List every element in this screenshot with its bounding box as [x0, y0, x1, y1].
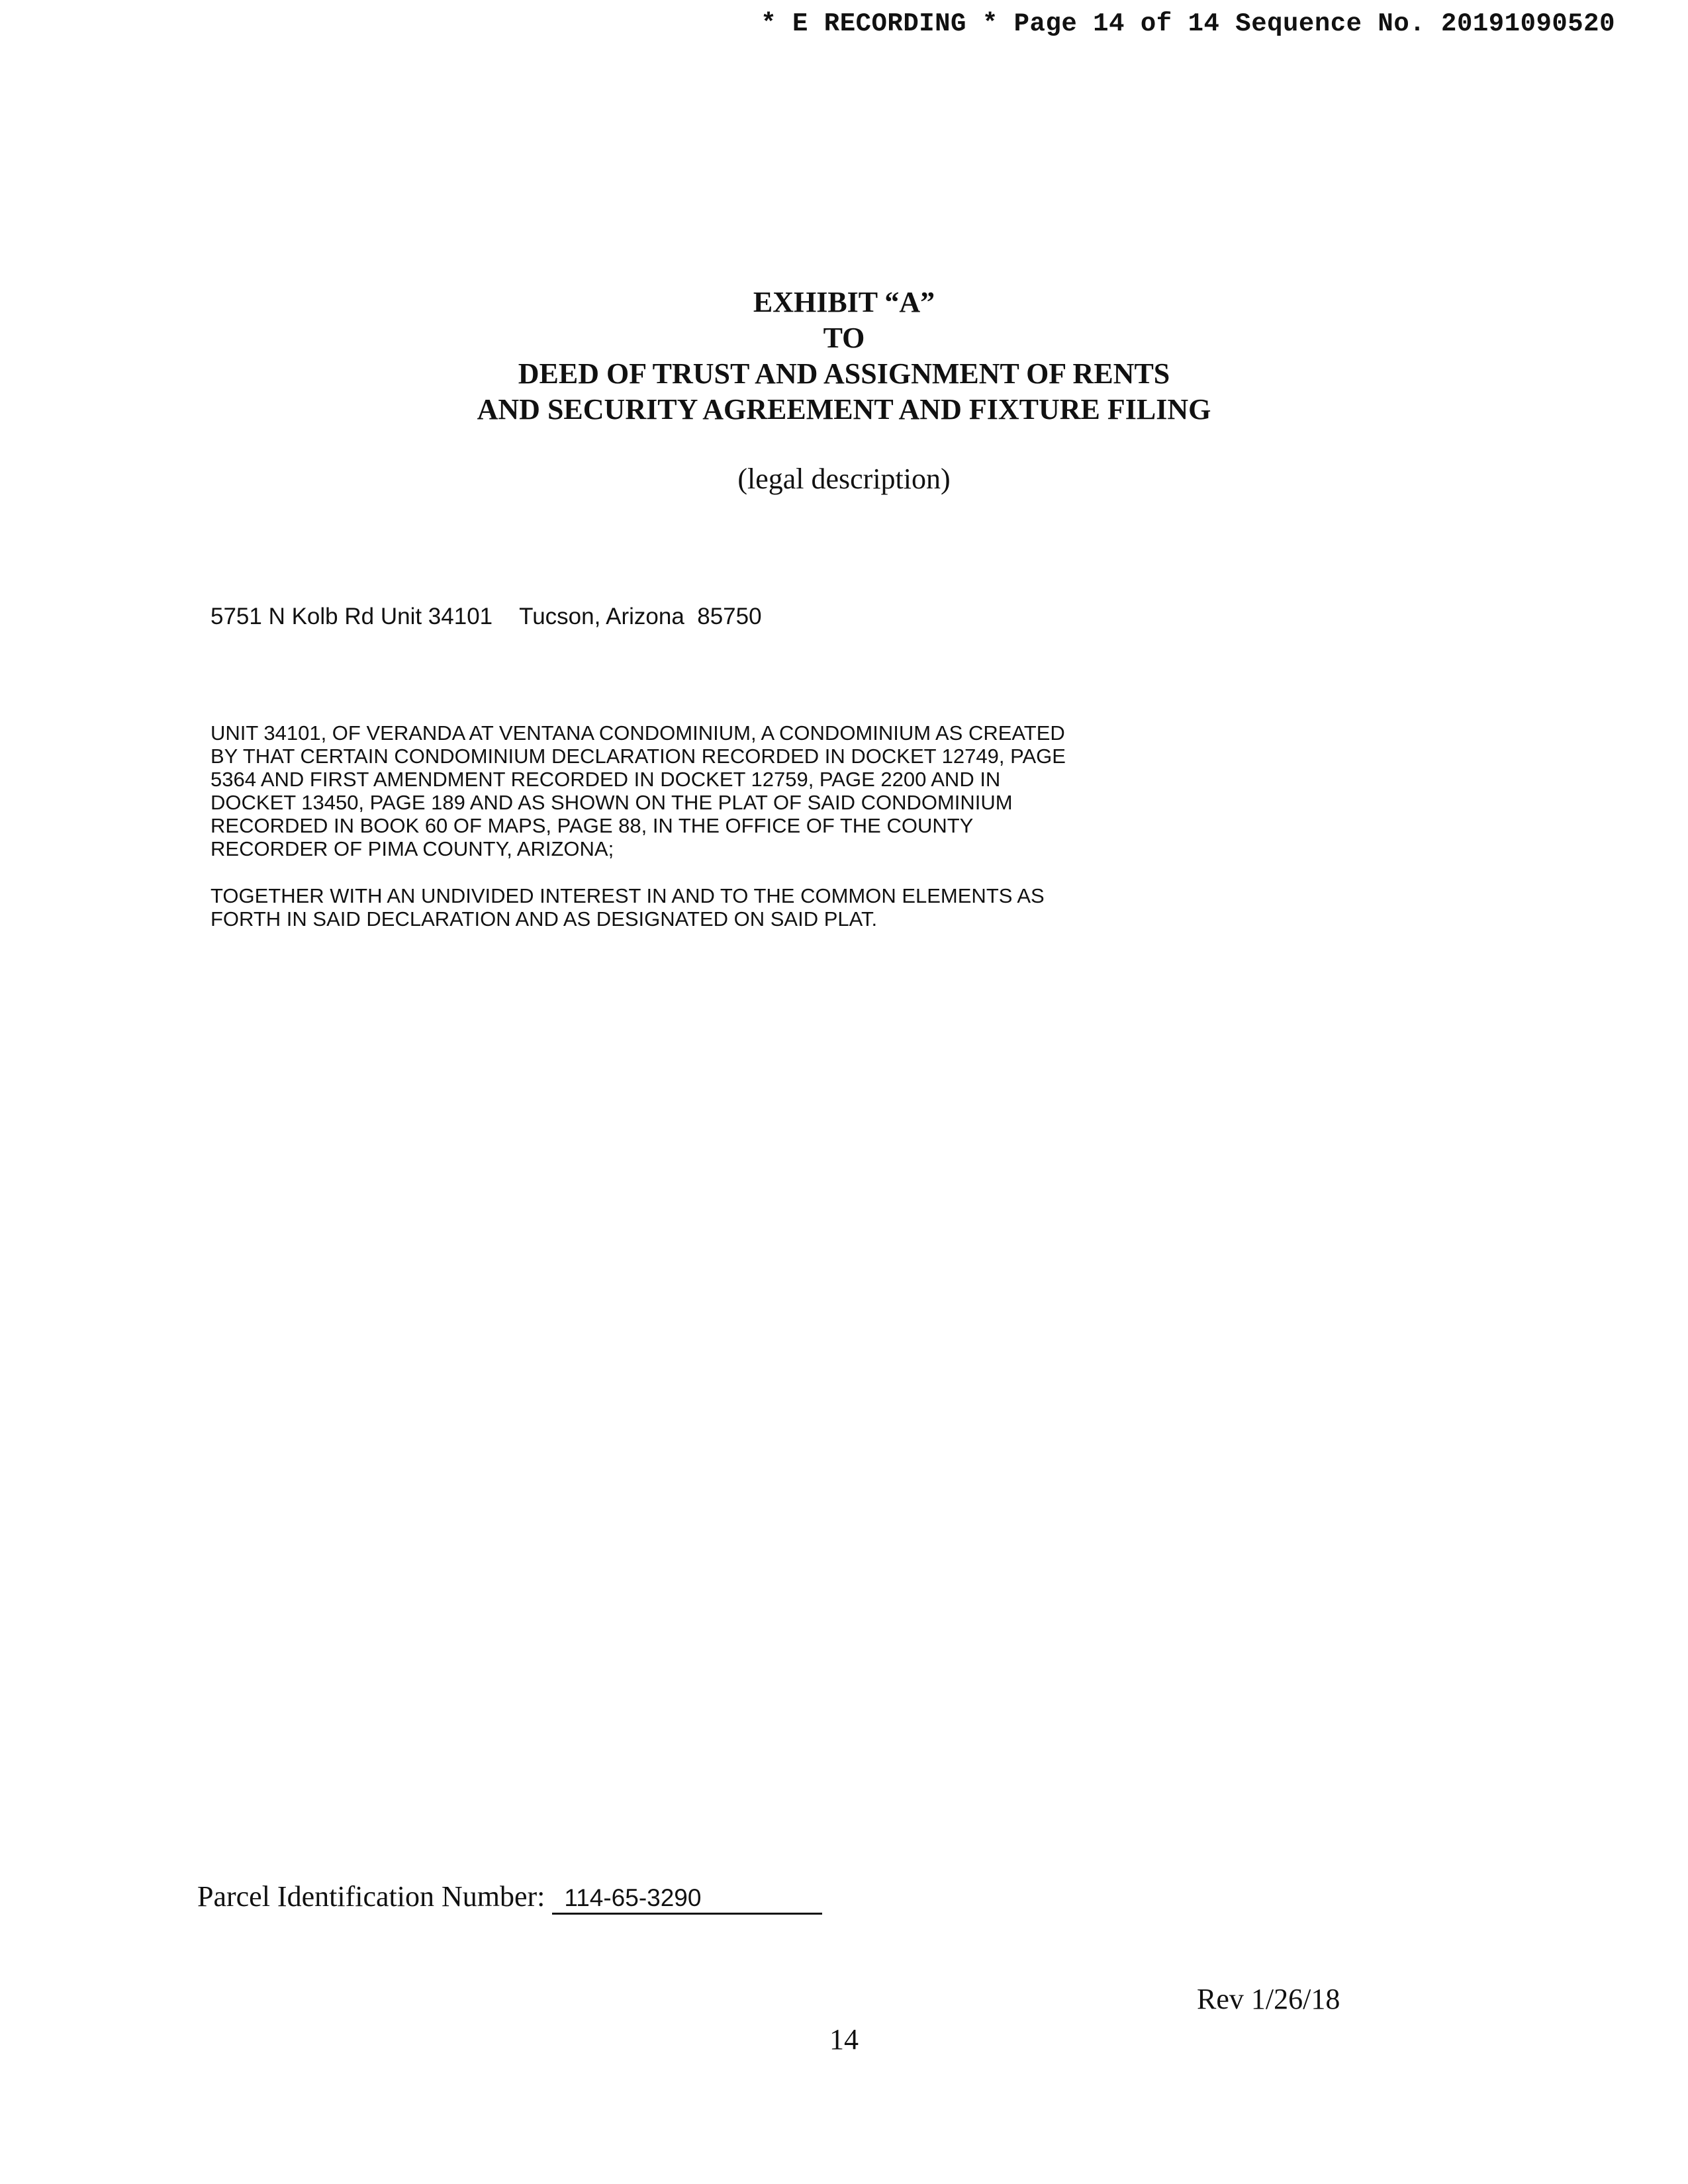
title-line-exhibit: EXHIBIT “A”	[753, 286, 935, 318]
parcel-label: Parcel Identification Number:	[197, 1880, 545, 1913]
recording-header: * E RECORDING * Page 14 of 14 Sequence No. 20191090520	[761, 9, 1615, 38]
legal-paragraph-unit: UNIT 34101, OF VERANDA AT VENTANA CONDOMINIUM, A CONDOMINIUM AS CREATED BY THAT CERTAIN CONDOMINIUM DECLARATION RECORDED IN DOCKET 12749, PAGE 5364 AND FIRST AMENDMENT RECORDED IN DOCKET 12759, PAGE 2200 AND IN DOCKET 13450, PAGE 189 AND AS SHOWN ON THE PLAT OF SAID CONDOMINIUM RECORDED IN BOOK 60 OF MAPS, PAGE 88, IN THE OFFICE OF THE COUNTY RECORDER OF PIMA COUNTY, ARIZONA;	[211, 721, 1066, 860]
legal-paragraph-common-elements: TOGETHER WITH AN UNDIVIDED INTEREST IN AND TO THE COMMON ELEMENTS AS FORTH IN SAID DECLARATION AND AS DESIGNATED ON SAID PLAT.	[211, 884, 1045, 931]
parcel-identification	[197, 1880, 822, 1915]
address-city-state-zip: Tucson, Arizona 85750	[519, 604, 762, 629]
page-number: 14	[829, 2023, 859, 2056]
address-street: 5751 N Kolb Rd Unit 34101	[211, 604, 493, 629]
subtitle-legal-description: (legal description)	[737, 463, 951, 495]
legal-description	[211, 721, 1190, 954]
title-line-security: AND SECURITY AGREEMENT AND FIXTURE FILING	[477, 393, 1211, 426]
title-line-to: TO	[823, 322, 865, 354]
revision-date: Rev 1/26/18	[1197, 1983, 1340, 2015]
exhibit-title	[0, 285, 1688, 428]
parcel-number: 114-65-3290	[552, 1884, 822, 1915]
title-line-deed: DEED OF TRUST AND ASSIGNMENT OF RENTS	[518, 357, 1170, 390]
property-address	[211, 604, 762, 630]
